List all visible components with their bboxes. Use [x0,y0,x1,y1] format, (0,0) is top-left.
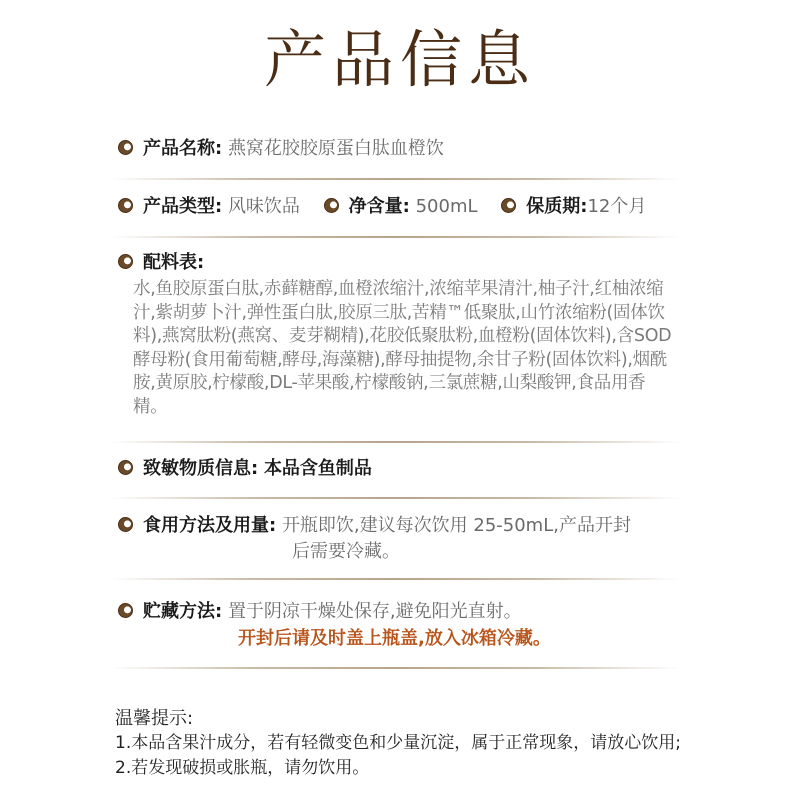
bullet-icon [118,460,133,475]
divider [110,236,680,238]
product-type-value: 风味饮品 [227,196,300,217]
storage-note: 开封后请及时盖上瓶盖,放入冰箱冷藏。 [238,628,551,649]
bullet-icon [118,603,133,618]
bullet-icon [324,198,339,213]
shelf-life-value: 12个月 [587,196,647,217]
tips-section [115,706,681,781]
bullet-icon [118,254,133,269]
usage-value-line1: 开瓶即饮,建议每次饮用 25-50mL,产品开封 [281,515,631,536]
usage-row-cont [292,540,760,564]
product-type-label: 产品类型: [143,196,223,217]
storage-row [118,600,760,624]
storage-note-row [238,627,760,651]
page-title: 产品信息 [263,23,536,96]
product-name-value: 燕窝花胶胶原蛋白肽血橙饮 [227,138,444,159]
product-type-row [118,195,760,219]
allergen-label: 致敏物质信息: [143,458,259,479]
product-name-label: 产品名称: [143,138,223,159]
usage-label: 食用方法及用量: [143,515,277,536]
usage-value-line2: 后需要冷藏。 [292,541,400,562]
product-name-row [118,137,760,161]
storage-value: 置于阴凉干燥处保存,避免阳光直射。 [227,601,522,622]
tip-item: 1.本品含果汁成分，若有轻微变色和少量沉淀，属于正常现象，请放心饮用; [115,733,681,753]
allergen-value: 本品含鱼制品 [263,458,372,479]
ingredients-text: 水,鱼胶原蛋白肽,赤藓糖醇,血橙浓缩汁,浓缩苹果清汁,柚子汁,红柚浓缩汁,紫胡萝卜汁,弹性蛋白肽,胶原三肽,苦精™低聚肽,山竹浓缩粉(固体饮料),燕窝肽粉(燕窝、麦芽糊精),花胶低聚肽粉,血橙粉(固体饮料),含SOD酵母粉(食用葡萄糖,酵母,海藻糖),酵母抽提物,余甘子粉(固体饮料),烟酰胺,黄原胶,柠檬酸,DL-苹果酸,柠檬酸钠,三氯蔗糖,山梨酸钾,食品用香精。 [133,279,672,417]
divider [110,497,680,499]
ingredients-row [118,251,760,275]
divider [110,578,680,580]
ingredients-label: 配料表: [143,252,205,273]
tip-item: 2.若发现破损或胀瓶，请勿饮用。 [115,758,370,778]
allergen-row [118,457,760,481]
bullet-icon [501,198,516,213]
divider [110,441,680,443]
divider [110,178,680,180]
bullet-icon [118,140,133,155]
tips-title: 温馨提示: [115,708,194,729]
bullet-icon [118,517,133,532]
bullet-icon [118,198,133,213]
usage-row [118,514,760,538]
net-content-value: 500mL [415,196,478,217]
divider [110,667,680,669]
net-content-label: 净含量: [348,196,410,217]
shelf-life-label: 保质期: [526,196,588,217]
storage-label: 贮藏方法: [143,601,223,622]
